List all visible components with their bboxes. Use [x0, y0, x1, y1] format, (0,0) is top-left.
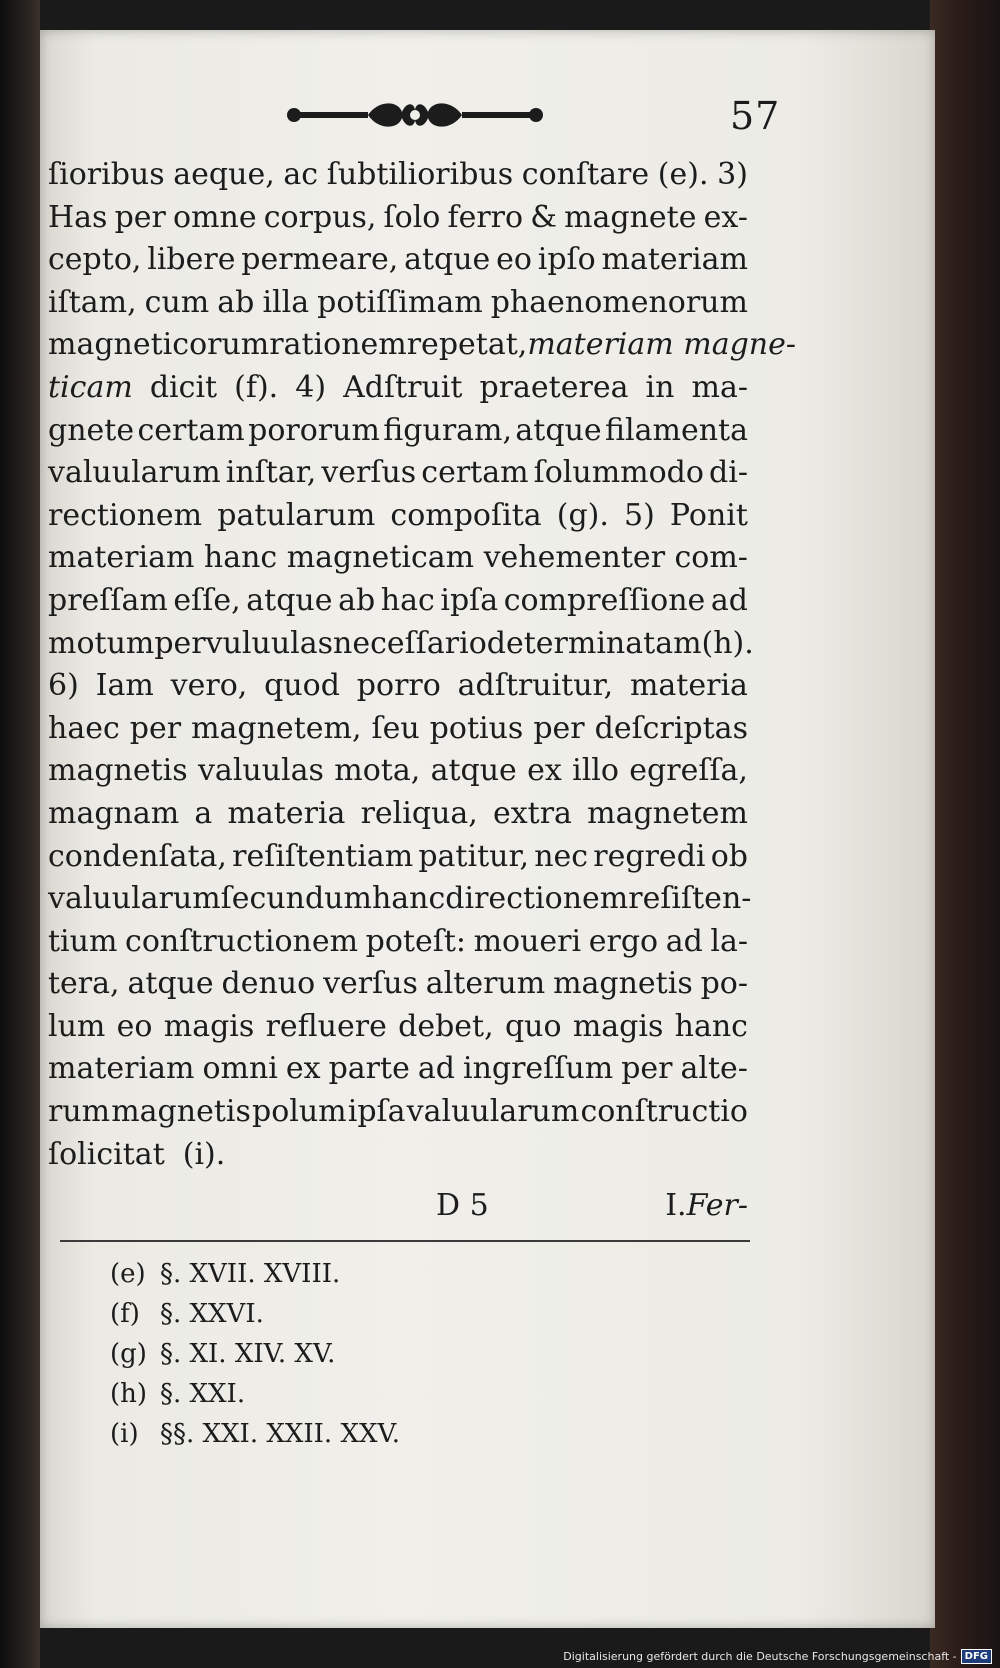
- text-word: com-: [674, 540, 748, 576]
- text-word: (i).: [182, 1136, 226, 1172]
- text-word: rationem: [269, 327, 407, 363]
- text-word: ex: [285, 1051, 321, 1087]
- text-word: directionem: [445, 881, 629, 917]
- text-word: valuularum: [48, 881, 221, 917]
- text-word: filamenta: [605, 412, 748, 448]
- text-word: eo: [116, 1008, 153, 1044]
- text-word: magneticam: [286, 540, 475, 576]
- text-word: magnete: [564, 199, 697, 235]
- text-word: Iam: [95, 668, 154, 704]
- text-line: [48, 1134, 748, 1177]
- text-word: polum: [252, 1094, 347, 1130]
- text-word: ipſa: [440, 582, 499, 618]
- text-word: alterum: [425, 966, 546, 1002]
- text-line: [48, 1048, 748, 1091]
- text-word: patularum: [217, 497, 376, 533]
- text-word: tium: [48, 923, 118, 959]
- text-word: extra: [492, 795, 572, 831]
- text-word: iſtam,: [48, 284, 137, 320]
- text-word: quod: [264, 668, 340, 704]
- text-line: [48, 580, 748, 623]
- text-word: ipſo: [537, 242, 596, 278]
- text-word: (g).: [556, 497, 609, 533]
- text-word: poteſt:: [365, 923, 466, 959]
- footnote-text: §. XI. XIV. XV.: [160, 1339, 336, 1369]
- book-page: [40, 30, 935, 1628]
- footnote: [110, 1374, 710, 1414]
- text-word: parte: [328, 1051, 410, 1087]
- text-line: [48, 324, 797, 367]
- credit-text: Digitalisierung gefördert durch die Deutsche Forschungsgemeinschaft -: [563, 1650, 957, 1663]
- text-line: [48, 154, 748, 197]
- text-word: materiam: [48, 540, 195, 576]
- text-word: regredi: [593, 838, 706, 874]
- text-word: materiam magne-: [527, 327, 797, 363]
- text-word: magnetis: [553, 966, 693, 1002]
- text-word: rectionem: [48, 497, 203, 533]
- text-word: reſiſten-: [628, 881, 752, 917]
- text-word: repetat,: [406, 327, 528, 363]
- text-word: denuo: [221, 966, 316, 1002]
- text-line: [48, 537, 748, 580]
- footnote: [110, 1414, 710, 1454]
- text-word: refluere: [265, 1008, 387, 1044]
- text-line: [48, 1006, 748, 1049]
- text-word: magnetis: [111, 1094, 251, 1130]
- text-word: adſtruitur,: [457, 668, 614, 704]
- text-word: haec: [48, 710, 120, 746]
- text-word: eo: [496, 242, 532, 278]
- footnote-mark: (h): [110, 1379, 148, 1409]
- text-word: motum: [48, 625, 155, 661]
- text-word: hanc: [674, 1008, 748, 1044]
- text-word: eſſe,: [173, 582, 241, 618]
- text-word: ferro: [447, 199, 524, 235]
- footnote-mark: (i): [110, 1419, 139, 1449]
- text-word: preſſam: [48, 582, 168, 618]
- text-word: ſolicitat: [48, 1136, 165, 1172]
- footnote-text: §. XXI.: [160, 1379, 246, 1409]
- footnote-text: §. XXVI.: [160, 1299, 264, 1329]
- text-word: tera,: [48, 966, 120, 1002]
- footnotes: [110, 1254, 710, 1454]
- footnote: [110, 1334, 710, 1374]
- signature-mark: D 5: [436, 1188, 489, 1223]
- text-word: permeare,: [241, 242, 399, 278]
- text-word: certam: [137, 412, 245, 448]
- text-word: porro: [356, 668, 441, 704]
- text-line: [48, 367, 748, 410]
- page-number: 57: [730, 94, 781, 138]
- text-word: illo: [572, 753, 619, 789]
- text-word: materiam: [601, 242, 748, 278]
- text-word: condenſata,: [48, 838, 227, 874]
- text-line: [48, 665, 748, 708]
- text-line: [48, 750, 748, 793]
- text-word: libere: [147, 242, 236, 278]
- text-word: (f).: [234, 369, 279, 405]
- text-word: ex-: [703, 199, 748, 235]
- text-word: conſtare: [521, 157, 650, 192]
- text-word: 5): [624, 497, 655, 533]
- text-word: potiſſimam: [317, 284, 483, 320]
- text-word: ob: [710, 838, 748, 874]
- text-word: magis: [163, 1008, 255, 1044]
- text-line: [48, 921, 748, 964]
- text-word: valuularum: [48, 455, 221, 491]
- text-word: hanc: [203, 540, 278, 576]
- text-word: magis: [572, 1008, 664, 1044]
- text-word: (h).: [701, 625, 754, 661]
- text-word: nec: [534, 838, 589, 874]
- text-word: hac: [380, 582, 435, 618]
- text-line: [48, 836, 748, 879]
- text-line: [48, 1091, 748, 1134]
- body-text: [48, 154, 797, 1176]
- text-word: magnam: [48, 795, 180, 831]
- text-word: cum: [144, 284, 210, 320]
- text-word: atque: [430, 753, 517, 789]
- text-line: [48, 410, 748, 453]
- text-word: magnetis: [48, 753, 188, 789]
- text-word: rum: [48, 1094, 111, 1130]
- text-word: ab: [217, 284, 255, 320]
- text-word: alte-: [680, 1051, 748, 1087]
- text-word: ſolummodo: [533, 455, 704, 491]
- text-word: mota,: [334, 753, 421, 789]
- text-word: per: [533, 710, 585, 746]
- text-word: corpus,: [263, 199, 377, 235]
- text-word: ex: [527, 753, 562, 789]
- text-word: compreſſione: [503, 582, 706, 618]
- text-word: (e).: [657, 157, 709, 192]
- text-word: &: [530, 199, 557, 235]
- catchword-italic: Fer-: [686, 1188, 748, 1223]
- text-word: ſioribus: [48, 157, 165, 192]
- text-word: praeterea: [479, 369, 629, 405]
- book-binding-left: [0, 0, 40, 1668]
- text-word: magnetem,: [191, 710, 362, 746]
- text-word: ab: [338, 582, 376, 618]
- text-word: valuularum: [406, 1094, 580, 1130]
- text-word: verſus: [323, 966, 418, 1002]
- text-word: Has: [48, 199, 108, 235]
- book-binding-right: [930, 0, 1000, 1668]
- text-word: atque: [246, 582, 333, 618]
- text-word: per: [621, 1051, 673, 1087]
- text-word: vehementer: [483, 540, 666, 576]
- text-word: figuram,: [383, 412, 513, 448]
- text-word: ad: [665, 923, 703, 959]
- text-word: vero,: [170, 668, 248, 704]
- text-word: ſolo: [383, 199, 441, 235]
- footnote-mark: (e): [110, 1259, 146, 1289]
- text-line: [48, 623, 754, 666]
- text-word: ſeu: [371, 710, 420, 746]
- text-word: reliqua,: [360, 795, 478, 831]
- text-word: compoſita: [390, 497, 542, 533]
- text-word: deſcriptas: [594, 710, 748, 746]
- text-word: ſubtilioribus: [326, 157, 514, 192]
- text-word: inſtar,: [225, 455, 317, 491]
- text-word: a: [194, 795, 213, 831]
- footnote-text: §. XVII. XVIII.: [160, 1259, 341, 1289]
- text-word: materia: [227, 795, 346, 831]
- text-word: patitur,: [418, 838, 530, 874]
- text-word: verſus: [321, 455, 417, 491]
- text-word: materia: [629, 668, 748, 704]
- text-word: ergo: [588, 923, 659, 959]
- text-line: [48, 452, 748, 495]
- text-word: la-: [710, 923, 748, 959]
- text-word: conſtructionem: [125, 923, 359, 959]
- text-word: atque: [515, 412, 602, 448]
- text-line: [48, 878, 752, 921]
- text-line: [48, 282, 748, 325]
- footnote: [110, 1294, 710, 1334]
- text-word: ipſa: [347, 1094, 406, 1130]
- text-word: aeque,: [173, 157, 275, 192]
- text-word: certam: [421, 455, 529, 491]
- signature-line: [48, 1188, 748, 1224]
- digitization-credit: [563, 1649, 992, 1664]
- footnote: [110, 1254, 710, 1294]
- text-word: dicit: [149, 369, 218, 405]
- dfg-logo-icon: DFG: [961, 1649, 992, 1664]
- text-word: omni: [202, 1051, 278, 1087]
- text-word: hanc: [371, 881, 446, 917]
- text-word: Adſtruit: [343, 369, 463, 405]
- text-word: atque: [404, 242, 491, 278]
- text-line: [48, 197, 748, 240]
- text-word: di-: [709, 455, 748, 491]
- text-word: vuluulas: [205, 625, 334, 661]
- footnote-rule: [60, 1240, 750, 1242]
- text-word: atque: [127, 966, 214, 1002]
- text-word: valuulas: [197, 753, 324, 789]
- text-line: [48, 239, 748, 282]
- text-word: ticam: [48, 369, 133, 405]
- text-word: Ponit: [669, 497, 748, 533]
- footnote-text: §§. XXI. XXII. XXV.: [160, 1419, 400, 1449]
- text-word: egreſſa,: [629, 753, 748, 789]
- text-line: [48, 495, 748, 538]
- text-word: 3): [717, 157, 748, 192]
- text-line: [48, 963, 748, 1006]
- text-word: quo: [504, 1008, 562, 1044]
- text-word: lum: [48, 1008, 106, 1044]
- text-word: ad: [710, 582, 748, 618]
- text-word: moueri: [473, 923, 582, 959]
- text-word: magnetem: [587, 795, 748, 831]
- text-word: pororum: [248, 412, 380, 448]
- text-word: po-: [700, 966, 748, 1002]
- text-word: ingreſſum: [462, 1051, 614, 1087]
- text-word: debet,: [398, 1008, 494, 1044]
- text-word: in: [645, 369, 675, 405]
- header-ornament-icon: [280, 98, 550, 132]
- text-word: per: [154, 625, 206, 661]
- text-word: ad: [417, 1051, 455, 1087]
- footnote-mark: (f): [110, 1299, 140, 1329]
- text-word: reſiſtentiam: [232, 838, 414, 874]
- text-word: ſecundum: [220, 881, 372, 917]
- text-word: gnete: [48, 412, 135, 448]
- text-word: per: [114, 199, 166, 235]
- text-word: 4): [295, 369, 327, 405]
- text-word: per: [129, 710, 182, 746]
- text-word: cepto,: [48, 242, 142, 278]
- catchword: [665, 1188, 748, 1223]
- text-word: omne: [173, 199, 257, 235]
- text-line: [48, 793, 748, 836]
- text-word: magneticorum: [48, 327, 270, 363]
- text-line: [48, 708, 748, 751]
- text-word: determinatam: [486, 625, 702, 661]
- catchword-plain: I.: [665, 1188, 687, 1223]
- text-word: potius: [429, 710, 524, 746]
- text-word: conſtructio: [580, 1094, 748, 1130]
- text-word: phaenomenorum: [490, 284, 748, 320]
- text-word: illa: [262, 284, 310, 320]
- text-word: ac: [283, 157, 319, 192]
- footnote-mark: (g): [110, 1339, 147, 1369]
- text-word: neceſſario: [333, 625, 487, 661]
- text-word: 6): [48, 668, 79, 704]
- text-word: ma-: [691, 369, 748, 405]
- text-word: materiam: [48, 1051, 195, 1087]
